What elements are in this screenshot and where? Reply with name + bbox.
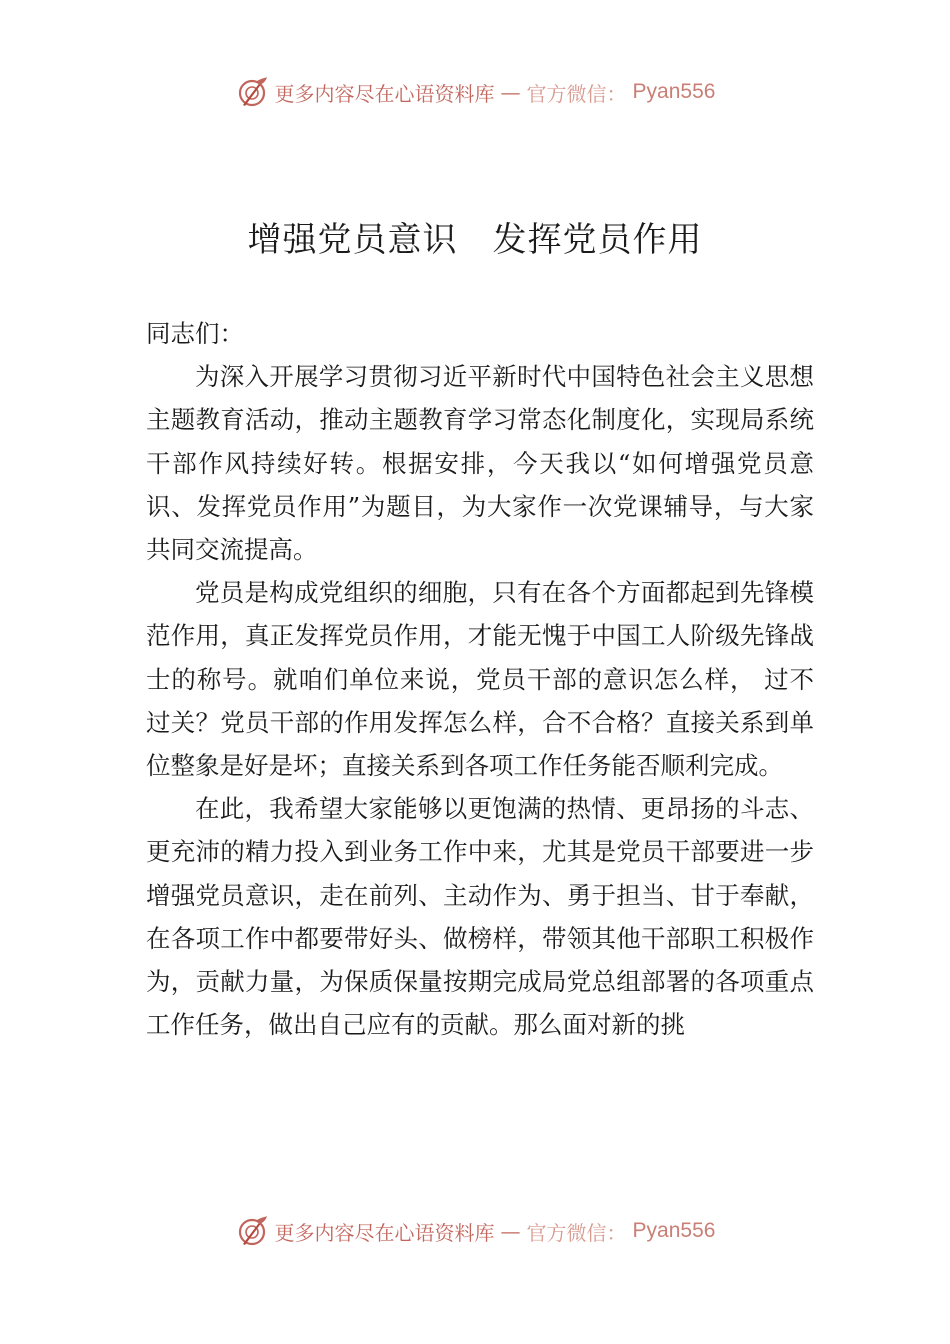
brand-text: 更多内容尽在心语资料库 bbox=[274, 81, 495, 106]
paragraph: 在此，我希望大家能够以更饱满的热情、更昂扬的斗志、更充沛的精力投入到业务工作中来，尤其是党员干部要进一步增强党员意识，走在前列、主动作为、勇于担当、甘于奉献，在各项工作中都要带好头、做榜样，带领其他干部职工积极作为，贡献力量，为保质保量按期完成局党总组部署的各项重点工作任务，做出自己应有的贡献。那么面对新的挑 bbox=[146, 794, 814, 1040]
quill-logo-icon bbox=[235, 1214, 269, 1248]
brand-dash: — bbox=[500, 1219, 521, 1243]
footer-watermark-banner bbox=[0, 1211, 950, 1251]
paragraph: 党员是构成党组织的细胞，只有在各个方面都起到先锋模范作用，真正发挥党员作用，才能无愧于中国工人阶级先锋战士的称号。就咱们单位来说，党员干部的意识怎么样， 过不过关？党员干部的作用发挥怎么样，合不合格？直接关系到单位整象是好是坏；直接关系到各项工作任务能否顺利完成。 bbox=[146, 578, 814, 781]
wechat-label: 官方微信： bbox=[526, 81, 627, 106]
salutation: 同志们： bbox=[146, 319, 244, 348]
document-body bbox=[146, 312, 814, 1046]
wechat-label: 官方微信： bbox=[526, 1220, 627, 1245]
wechat-id: Pyan556 bbox=[632, 80, 716, 103]
header-watermark-banner bbox=[0, 72, 950, 112]
brand-dash: — bbox=[500, 80, 521, 104]
document-title: 增强党员意识 发挥党员作用 bbox=[247, 220, 703, 260]
quill-logo-icon bbox=[235, 75, 269, 109]
paragraph: 为深入开展学习贯彻习近平新时代中国特色社会主义思想主题教育活动，推动主题教育学习常态化制度化，实现局系统干部作风持续好转。根据安排，今天我以“如何增强党员意识、发挥党员作用”为题目，为大家作一次党课辅导，与大家共同交流提高。 bbox=[146, 362, 814, 565]
wechat-id: Pyan556 bbox=[632, 1219, 716, 1242]
brand-text: 更多内容尽在心语资料库 bbox=[274, 1220, 495, 1245]
